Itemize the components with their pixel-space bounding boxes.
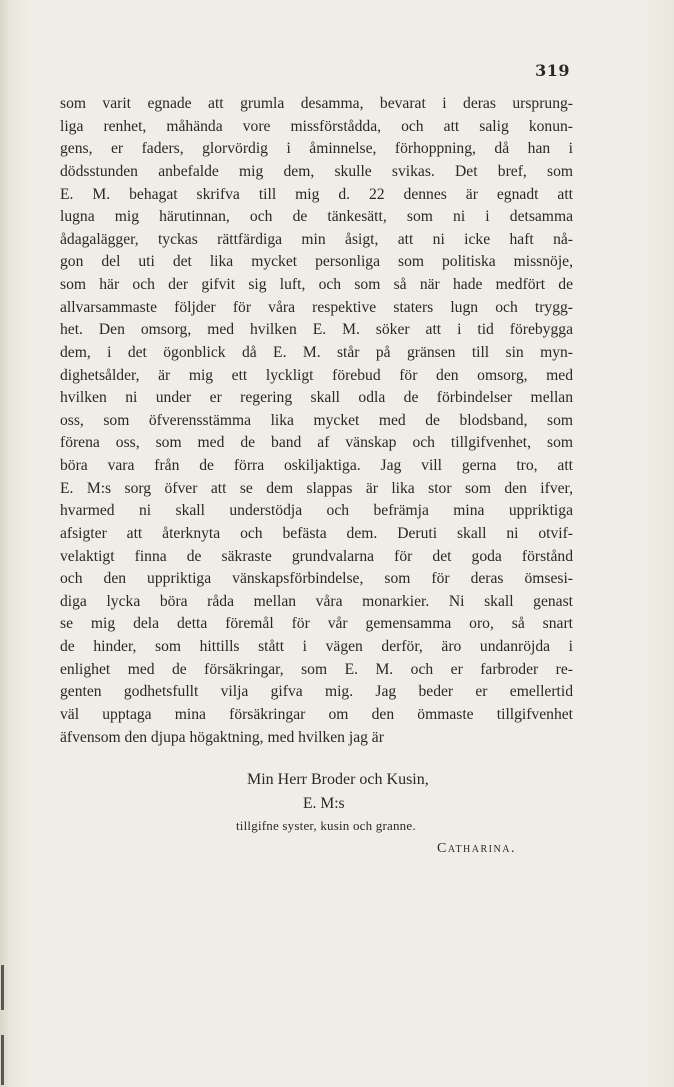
margin-mark (1, 965, 4, 1010)
text-line: E. M. behagat skrifva till mig d. 22 dennes är egnadt att (60, 185, 573, 203)
closing-majesty: E. M:s (303, 795, 345, 812)
text-line: het. Den omsorg, med hvilken E. M. söker att i tid förebygga (60, 321, 573, 339)
text-line: gon del uti det lika mycket personliga som politiska missnöje, (60, 253, 573, 271)
text-line: enlighet med de försäkringar, som E. M. och er farbroder re- (60, 660, 573, 678)
text-line: afsigter att återknyta och befästa dem. Deruti skall ni otvif- (60, 524, 573, 542)
text-line: genten godhetsfullt vilja gifva mig. Jag beder er emellertid (60, 683, 573, 701)
closing-relation: tillgifne syster, kusin och granne. (236, 818, 416, 833)
binding-edge (0, 0, 10, 1087)
text-line: dighetsålder, är mig ett lyckligt förebud för den omsorg, med (60, 366, 573, 384)
page-number: 319 (535, 61, 570, 80)
text-line: som här och der gifvit sig luft, och som så när hade medfört de (60, 276, 573, 293)
text-line: diga lycka böra råda mellan våra monarkier. Ni skall genast (60, 592, 573, 610)
text-line: dem, i det ögonblick då E. M. står på gränsen till sin myn- (60, 343, 573, 361)
closing-salutation: Min Herr Broder och Kusin, (247, 771, 429, 788)
text-line: dödsstunden anbefalde mig dem, skulle svikas. Det bref, som (60, 162, 573, 180)
text-line: allvarsammaste följder för våra respektive staters lugn och trygg- (60, 298, 573, 316)
letter-body (60, 93, 573, 749)
margin-mark (1, 1035, 4, 1085)
text-line: hvarmed ni skall understödja och befrämja mina uppriktiga (60, 502, 573, 520)
text-line: hvilken ni under er regering skall odla de förbindelser mellan (60, 389, 573, 407)
text-line: de hinder, som hittills stått i vägen derför, äro undanröjda i (60, 638, 573, 655)
text-line: förena oss, som med de band af vänskap och tillgifvenhet, som (60, 434, 573, 452)
text-line: oss, som öfverensstämma lika mycket med de blodsband, som (60, 411, 573, 429)
text-line: liga renhet, måhända vore missförstådda, och att salig konun- (60, 117, 573, 135)
text-line: lugna mig härutinnan, och de tänkesätt, som ni i detsamma (60, 208, 573, 226)
text-line: gens, er faders, glorvördig i åminnelse, förhoppning, då han i (60, 140, 573, 158)
text-line: och den uppriktiga vänskapsförbindelse, som för deras ömsesi- (60, 570, 573, 588)
text-line: äfvensom den djupa högaktning, med hvilken jag är (60, 728, 384, 746)
text-line: som varit egnade att grumla desamma, bevarat i deras ursprung- (60, 95, 573, 112)
text-line: se mig dela detta föremål för vår gemensamma oro, så snart (60, 615, 573, 633)
text-line: velaktigt finna de säkraste grundvalarna för det goda förstånd (60, 547, 573, 565)
text-line: E. M:s sorg öfver att se dem slappas är lika stor som den ifver, (60, 479, 573, 497)
signature: Catharina. (437, 841, 516, 856)
text-line: böra vara från de förra oskiljaktiga. Jag vill gerna tro, att (60, 457, 573, 474)
text-line: väl upptaga mina försäkringar om den ömmaste tillgifvenhet (60, 705, 573, 723)
text-line: ådagalägger, tyckas rättfärdiga min åsigt, att ni icke haft nå- (60, 230, 573, 248)
